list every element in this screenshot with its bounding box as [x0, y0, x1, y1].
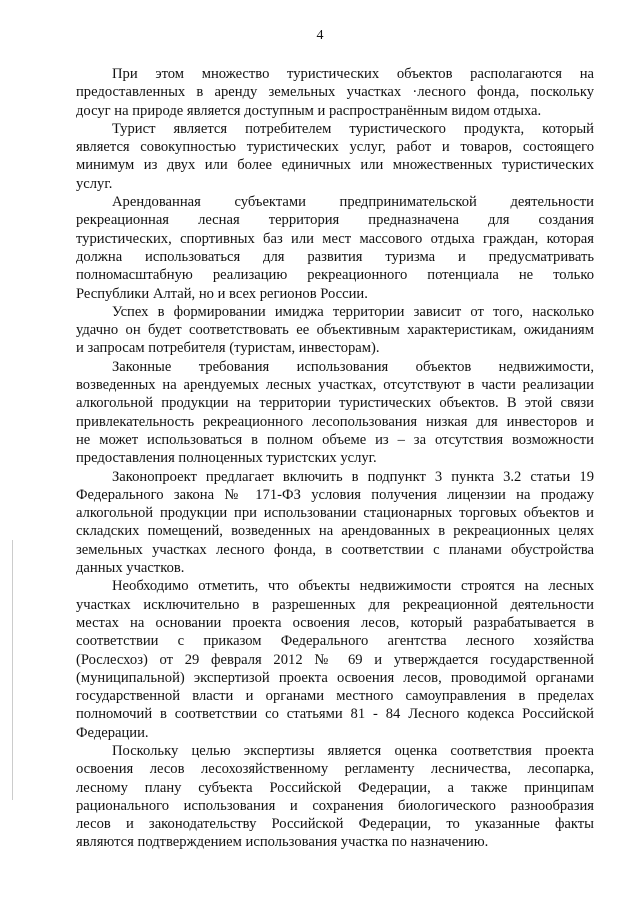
scan-edge-mark — [12, 540, 13, 800]
paragraph-line: предоставления полноценных туристских услуг. — [76, 450, 377, 467]
paragraph-line: земельных участках лесного фонда, в соответствии с планами обустройства — [76, 541, 594, 558]
paragraph-line: участках исключительно в разрешенных для рекреационной деятельности — [76, 596, 594, 613]
paragraph-line: Законные требования использования объектов недвижимости, — [112, 358, 594, 375]
paragraph-line: Федерального закона № 171-ФЗ условия получения лицензии на продажу — [76, 486, 594, 503]
paragraph-line: Законопроект предлагает включить в подпункт 3 пункта 3.2 статьи 19 — [112, 468, 594, 485]
paragraph-line: Арендованная субъектами предпринимательской деятельности — [112, 194, 594, 211]
paragraph-line: складских помещений, возведенных на арендованных в рекреационных целях — [76, 523, 594, 540]
paragraph-line: туристических, спортивных баз или мест массового отдыха граждан, которая — [76, 230, 594, 247]
paragraph-line: освоения лесов лесохозяйственному регламенту лесничества, лесопарка, — [76, 761, 594, 778]
paragraph-line: алкогольной продукции на территории туристических объектов. В этой связи — [76, 395, 594, 412]
paragraph-line: привлекательность рекреационного лесопользования низкая для инвесторов и — [76, 413, 594, 430]
paragraph-line: Необходимо отметить, что объекты недвижимости строятся на лесных — [112, 578, 594, 595]
paragraph-line: не может использоваться в полном объеме из – за отсутствия возможности — [76, 431, 594, 448]
paragraph-line: лесов и законодательству Российской Федерации, то указанные факты — [76, 816, 594, 833]
paragraph-2 — [76, 120, 594, 193]
paragraph-line: является совокупностью туристических услуг, работ и товаров, состоящего — [76, 139, 594, 156]
paragraph-line: местах на основании проекта освоения лесов, который разрабатывается в — [76, 614, 594, 631]
paragraph-line: Турист является потребителем туристического продукта, который — [112, 120, 594, 137]
paragraph-line: (муниципальной) экспертизой проекта освоения лесов, проводимой органами — [76, 669, 594, 686]
paragraph-line: соответствии с приказом Федерального агентства лесного хозяйства — [76, 633, 594, 650]
paragraph-line: возведенных на арендуемых лесных участках, отсутствуют в части реализации — [76, 377, 594, 394]
paragraph-6 — [76, 468, 594, 578]
page-number: 4 — [316, 28, 324, 43]
paragraph-line: досуг на природе является доступным и распространённым видом отдыха. — [76, 102, 542, 119]
paragraph-line: услуг. — [76, 175, 113, 192]
paragraph-line: предоставленных в аренду земельных участках ·лесного фонда, поскольку — [76, 84, 594, 101]
paragraph-line: Федерации. — [76, 724, 149, 741]
paragraph-line: (Рослесхоз) от 29 февраля 2012 № 69 и утверждается государственной — [76, 651, 594, 668]
paragraph-5 — [76, 358, 594, 468]
paragraph-line: Успех в формировании имиджа территории зависит от того, насколько — [112, 303, 594, 320]
paragraph-line: являются подтверждением использования участка по назначению. — [76, 834, 489, 851]
paragraph-line: государственной власти и органами местного самоуправления в пределах — [76, 688, 594, 705]
paragraph-line: и запросам потребителя (туристам, инвесторам). — [76, 340, 380, 357]
paragraph-line: алкогольной продукции при использовании стационарных торговых объектов и — [76, 505, 594, 522]
document-body — [76, 65, 594, 852]
paragraph-line: должна использоваться для развития туризма и предусматривать — [76, 248, 594, 265]
paragraph-line: лесному плану субъекта Российской Федерации, а также принципам — [76, 779, 594, 796]
paragraph-7 — [76, 577, 594, 742]
paragraph-line: Республики Алтай, но и всех регионов России. — [76, 285, 368, 302]
paragraph-4 — [76, 303, 594, 358]
paragraph-line: рационального использования и сохранения биологического разнообразия — [76, 797, 594, 814]
paragraph-line: полномочий в соответствии со статьями 81 - 84 Лесного кодекса Российской — [76, 706, 594, 723]
paragraph-line: При этом множество туристических объектов располагаются на — [112, 66, 594, 82]
paragraph-line: данных участков. — [76, 560, 185, 577]
paragraph-1 — [76, 65, 594, 120]
paragraph-line: рекреационная лесная территория предназначена для создания — [76, 212, 594, 229]
paragraph-line: полномасштабную реализацию рекреационного потенциала не только — [76, 267, 594, 284]
paragraph-8 — [76, 742, 594, 852]
paragraph-line: Поскольку целью экспертизы является оценка соответствия проекта — [112, 742, 594, 759]
paragraph-3 — [76, 193, 594, 303]
paragraph-line: минимум из двух или более единичных или множественных туристических — [76, 157, 594, 174]
paragraph-line: удачно он будет соответствовать ее объективным характеристикам, ожиданиям — [76, 322, 594, 339]
